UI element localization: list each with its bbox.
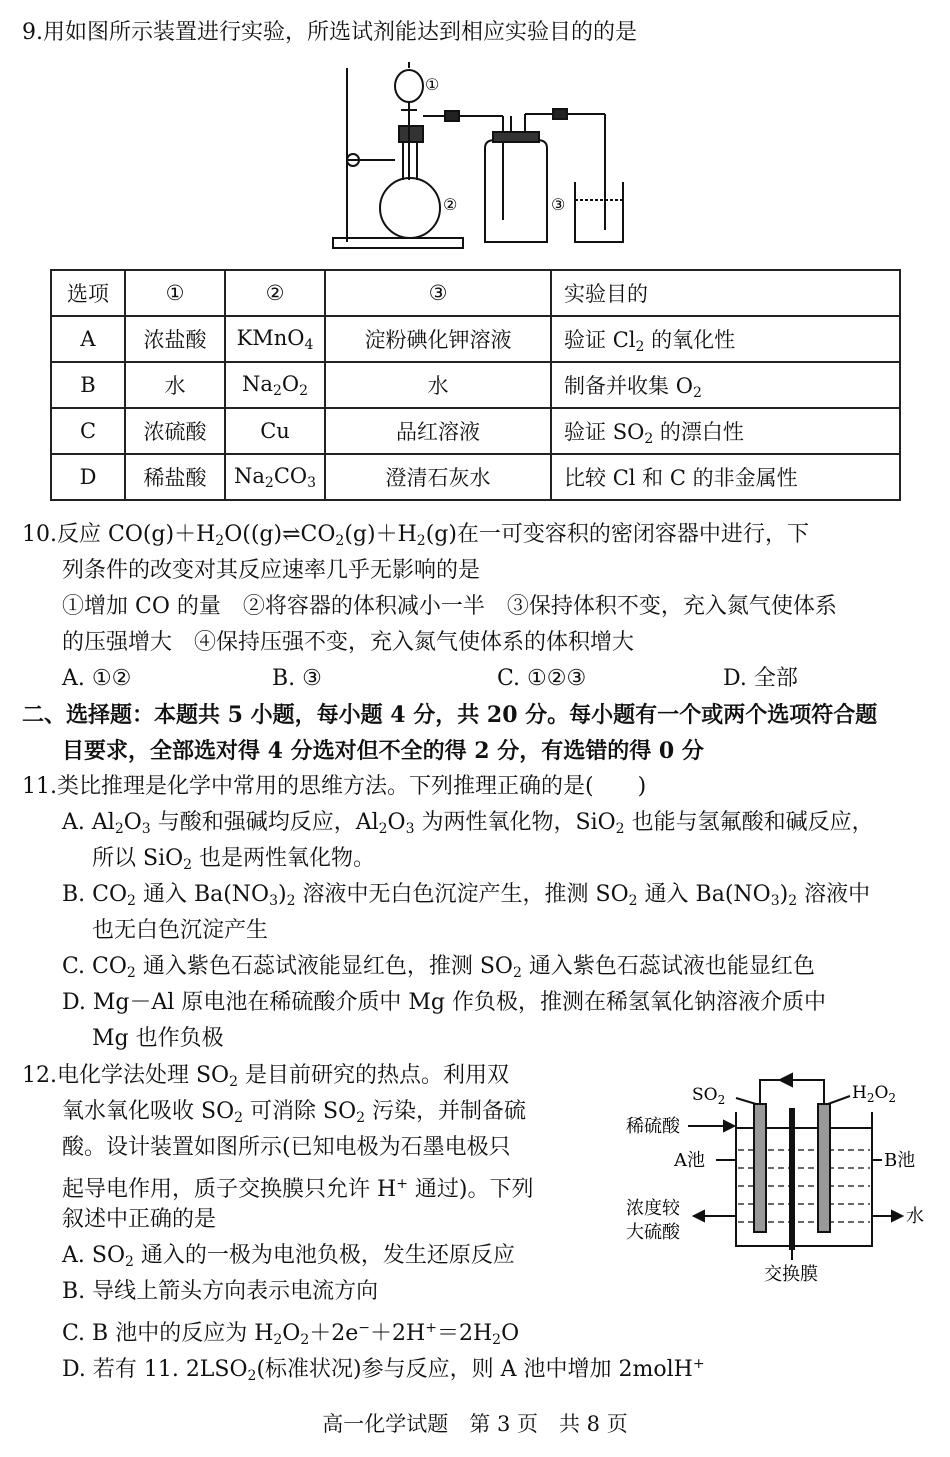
row-option: D [51, 454, 125, 500]
q11-option-d-line1: D. Mg－Al 原电池在稀硫酸介质中 Mg 作负极，推测在稀氢氧化钠溶液介质中 [62, 990, 826, 1015]
row-reagent-3: 水 [325, 362, 551, 408]
q10-conditions-line1: ①增加 CO 的量 ②将容器的体积减小一半 ③保持体积不变，充入氮气使体系 [62, 594, 837, 619]
q11-option-a-line1: A. $Al_2O_3$ 与酸和强碱均反应，$Al_2O_3$ 为两性氧化物，SiO$_2$ 也能与氢氟酸和碱反应， [62, 810, 874, 837]
q11-option-c: C. $CO_2$ 通入紫色石蕊试液能显红色，推测 $SO_2$ 通入紫色石蕊试液也能显红色 [62, 954, 815, 981]
header-option: 选项 [51, 270, 125, 316]
q12-stem-line4: 起导电作用，质子交换膜只允许 H+ 通过)。下列 [62, 1176, 534, 1202]
q11-option-a-line2: 所以 SiO$_2$ 也是两性氧化物。 [92, 846, 376, 873]
q12-stem-line2: 氧水氧化吸收 $SO_2$ 可消除 $SO_2$ 污染，并制备硫 [62, 1099, 527, 1126]
row-reagent-2: KMnO$_4$ [225, 316, 325, 362]
row-option: A [51, 316, 125, 362]
row-reagent-2: Cu [225, 408, 325, 454]
row-reagent-2: $Na_2O_2$ [225, 362, 325, 408]
fig-dilute-acid-label: 稀硫酸 [626, 1116, 680, 1137]
row-purpose: 验证 $SO_2$ 的漂白性 [551, 408, 900, 454]
q12-stem-line3: 酸。设计装置如图所示(已知电极为石墨电极只 [62, 1135, 511, 1160]
section-2-heading-line2: 目要求，全部选对得 4 分选对但不全的得 2 分，有选错的得 0 分 [62, 738, 704, 764]
q10-option-b: B. ③ [272, 666, 322, 691]
q9-stem: 9.用如图所示装置进行实验，所选试剂能达到相应实验目的的是 [22, 20, 637, 45]
fig-water-label: 水 [906, 1206, 924, 1227]
fig-label-2: ② [443, 195, 458, 214]
q10-option-d: D. 全部 [723, 666, 798, 691]
equilibrium-arrow-icon: ⇌ [282, 522, 301, 547]
row-reagent-2: $Na_2CO_3$ [225, 454, 325, 500]
fig-pool-a-label: A池 [674, 1150, 705, 1171]
fig-so2-label: $SO_2$ [692, 1085, 726, 1107]
table-row [51, 408, 900, 454]
row-reagent-1: 浓盐酸 [125, 316, 225, 362]
q12-option-c: C. B 池中的反应为 $H_2O_2+2e^-+2H^+=2H_2O$ [62, 1320, 520, 1348]
row-reagent-1: 水 [125, 362, 225, 408]
table-header-row [51, 270, 900, 316]
row-reagent-3: 品红溶液 [325, 408, 551, 454]
q10-option-a: A. ①② [62, 666, 132, 691]
q12-option-a: A. $SO_2$ 通入的一极为电池负极，发生还原反应 [62, 1243, 515, 1270]
table-row [51, 362, 900, 408]
q11-option-d-line2: Mg 也作负极 [92, 1026, 224, 1051]
q11-stem: 11.类比推理是化学中常用的思维方法。下列推理正确的是( ) [22, 774, 647, 799]
q10-stem-line2: 列条件的改变对其反应速率几乎无影响的是 [62, 558, 481, 583]
fig-h2o2-label: $H_2O_2$ [852, 1083, 897, 1105]
table-row [51, 316, 900, 362]
q10-conditions-line2: 的压强增大 ④保持压强不变，充入氮气使体系的体积增大 [62, 630, 635, 655]
header-reagent-3: ③ [325, 270, 551, 316]
fig-label-3: ③ [551, 195, 566, 214]
row-purpose: 比较 Cl 和 C 的非金属性 [551, 454, 900, 500]
q9-options-table [50, 269, 901, 501]
row-reagent-3: 淀粉碘化钾溶液 [325, 316, 551, 362]
row-purpose: 制备并收集 $O_2$ [551, 362, 900, 408]
fig-conc-acid-label-1: 浓度较 [626, 1198, 680, 1219]
row-purpose: 验证 $Cl_2$ 的氧化性 [551, 316, 900, 362]
row-option: B [51, 362, 125, 408]
row-reagent-1: 稀盐酸 [125, 454, 225, 500]
header-reagent-2: ② [225, 270, 325, 316]
q12-option-d: D. 若有 11. $2LSO_2$(标准状况)参与反应，则 A 池中增加 2molH+ [62, 1356, 705, 1384]
fig-conc-acid-label-2: 大硫酸 [626, 1222, 680, 1243]
q10-stem-line1: 10.反应 $CO(g)+H_2O((g)\rightleftharpoons CO_2(g)+H_2(g)$在一可变容积的密闭容器中进行，下 [22, 522, 809, 549]
table-row [51, 454, 900, 500]
fig-label-1: ① [425, 75, 440, 94]
row-reagent-3: 澄清石灰水 [325, 454, 551, 500]
fig-pool-b-label: B池 [884, 1150, 916, 1171]
q12-cell-figure [620, 1068, 924, 1290]
header-reagent-1: ① [125, 270, 225, 316]
row-option: C [51, 408, 125, 454]
q11-option-b-line2: 也无白色沉淀产生 [92, 918, 269, 943]
header-purpose: 实验目的 [551, 270, 900, 316]
q12-option-b: B. 导线上箭头方向表示电流方向 [62, 1279, 379, 1304]
q12-stem-line1: 12.电化学法处理 $SO_2$ 是目前研究的热点。利用双 [22, 1063, 510, 1090]
section-2-heading-line1: 二、选择题：本题共 5 小题，每小题 4 分，共 20 分。每小题有一个或两个选项符合题 [22, 702, 878, 728]
q11-option-b-line1: B. $CO_2$ 通入 $Ba(NO_3)_2$ 溶液中无白色沉淀产生，推测 $SO_2$ 通入 $Ba(NO_3)_2$ 溶液中 [62, 882, 871, 909]
q10-option-c: C. ①②③ [497, 666, 587, 691]
q9-apparatus-figure [325, 60, 625, 255]
page-footer: 高一化学试题 第 3 页 共 8 页 [322, 1412, 628, 1436]
row-reagent-1: 浓硫酸 [125, 408, 225, 454]
fig-membrane-label: 交换膜 [764, 1264, 818, 1285]
q12-stem-line5: 叙述中正确的是 [62, 1207, 217, 1232]
